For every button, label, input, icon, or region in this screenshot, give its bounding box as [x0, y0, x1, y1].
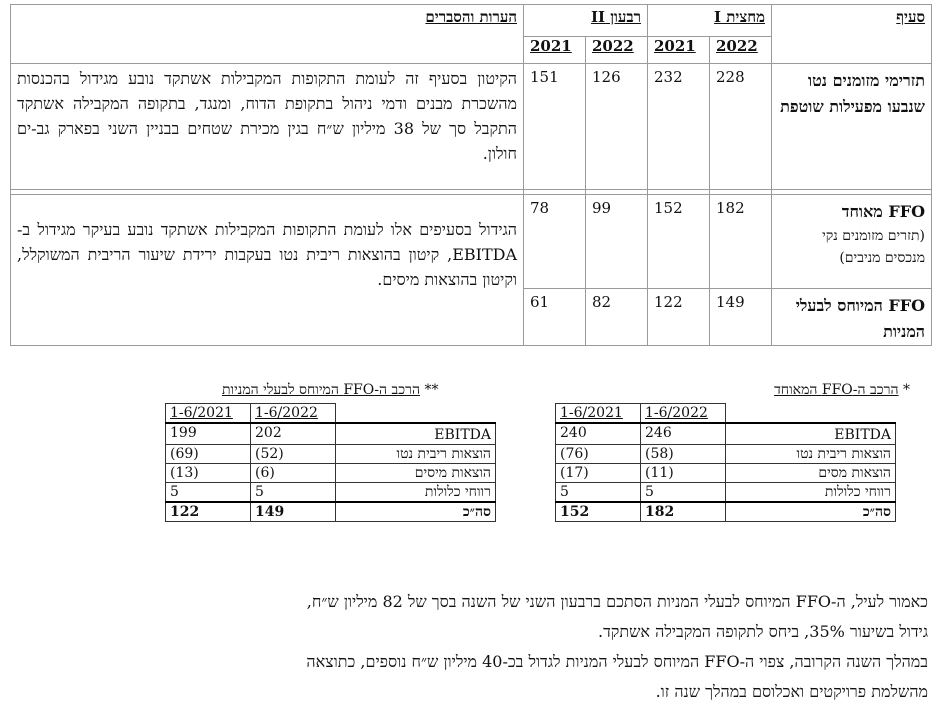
row-value: 5 — [556, 483, 641, 503]
row-value: 5 — [641, 483, 726, 503]
row-value: (69) — [166, 445, 251, 464]
col-2021: 1-6/2021 — [556, 404, 641, 424]
row-value: 99 — [586, 195, 648, 289]
row-value: 152 — [648, 195, 710, 289]
row-value: 232 — [648, 64, 710, 190]
row-label: הוצאות מיסים — [336, 464, 496, 483]
row-label: סה״כ — [336, 502, 496, 522]
row-value: 61 — [524, 289, 586, 346]
table-row — [556, 502, 896, 522]
year-q2-2021: 2021 — [524, 37, 586, 64]
row-label: EBITDA — [726, 423, 896, 445]
table-row — [11, 195, 932, 289]
caption-mark: * — [903, 382, 910, 398]
table-row — [166, 502, 496, 522]
table-row — [166, 483, 496, 503]
row-value: 5 — [251, 483, 336, 503]
row-value: 240 — [556, 423, 641, 445]
row-label: הוצאות ריבית נטו — [336, 445, 496, 464]
row-value: (76) — [556, 445, 641, 464]
main-table — [10, 4, 932, 346]
year-q2-2022: 2022 — [586, 37, 648, 64]
table-row — [166, 445, 496, 464]
caption-text: הרכב ה-FFO המיוחס לבעלי המניות — [222, 382, 421, 398]
row-value: 78 — [524, 195, 586, 289]
row-value: 126 — [586, 64, 648, 190]
table-row — [11, 64, 932, 190]
row-value: (11) — [641, 464, 726, 483]
row-value: 228 — [710, 64, 772, 190]
header-section: סעיף — [772, 5, 932, 64]
row-value: 151 — [524, 64, 586, 190]
row-label: רווחי כלולות — [726, 483, 896, 503]
header-notes: הערות והסברים — [11, 5, 524, 64]
table-row — [556, 464, 896, 483]
caption-text: הרכב ה-FFO המאוחד — [774, 382, 899, 398]
row-value: 202 — [251, 423, 336, 445]
col-2021: 1-6/2021 — [166, 404, 251, 424]
row-note: הגידול בסעיפים אלו לעומת התקופות המקבילות אשתקד נובע בעיקר מגידול ב-EBITDA, קיטון בהוצאות ריבית נטו בעקבות ירידת שיעור הריבית המשוקלל, וקיטון בהוצאות מיסים. — [11, 195, 524, 346]
paragraph-line: גידול בשיעור 35%, ביחס לתקופה המקבילה אשתקד. — [598, 622, 928, 641]
table-row — [556, 423, 896, 445]
year-h1-2022: 2022 — [710, 37, 772, 64]
row-value: (13) — [166, 464, 251, 483]
row-section-sub: (תזרים מזומנים נקי מנכסים מניבים) — [822, 228, 925, 266]
row-value: 122 — [648, 289, 710, 346]
row-label: סה״כ — [726, 502, 896, 522]
row-value: (52) — [251, 445, 336, 464]
header-row — [11, 5, 932, 37]
row-value: 152 — [556, 502, 641, 522]
sub-left-caption — [222, 382, 438, 399]
year-h1-2021: 2021 — [648, 37, 710, 64]
row-label: הוצאות מסים — [726, 464, 896, 483]
row-value: (6) — [251, 464, 336, 483]
row-section: תזרימי מזומנים נטו שנבעו מפעילות שוטפת — [772, 64, 932, 190]
table-row — [166, 464, 496, 483]
row-value: 122 — [166, 502, 251, 522]
sub-right-caption — [774, 382, 910, 399]
row-value: (58) — [641, 445, 726, 464]
caption-mark: ** — [424, 382, 439, 398]
row-value: 149 — [710, 289, 772, 346]
table-row — [166, 423, 496, 445]
row-note: הקיטון בסעיף זה לעומת התקופות המקבילות אשתקד נובע מגידול בהכנסות מהשכרת מבנים ודמי ניהול בתקופת הדוח, ומנגד, בתקופה המקבילה אשתקד התקבל סך של 38 מיליון ש״ח בגין מכירת שטחים בבניין השני בפארק גב-ים חולון. — [11, 64, 524, 190]
row-section-title: FFO מאוחד — [841, 202, 925, 221]
col-2022: 1-6/2022 — [251, 404, 336, 424]
sub-header-row — [556, 404, 896, 424]
row-value: (17) — [556, 464, 641, 483]
row-value: 82 — [586, 289, 648, 346]
table-row — [556, 483, 896, 503]
sub-right-table — [555, 403, 896, 522]
sub-header-row — [166, 404, 496, 424]
row-value: 182 — [641, 502, 726, 522]
header-q2: רבעון II — [524, 5, 648, 37]
row-value: 5 — [166, 483, 251, 503]
paragraph-line: מהשלמת פרויקטים ואכלוסם במהלך שנה זו. — [655, 682, 928, 701]
row-label: EBITDA — [336, 423, 496, 445]
paragraph-line: כאמור לעיל, ה-FFO המיוחס לבעלי המניות הסתכם ברבעון השני של השנה בסך של 82 מיליון ש״ח, — [306, 592, 928, 611]
row-value: 182 — [710, 195, 772, 289]
paragraph-line: במהלך השנה הקרובה, צפוי ה-FFO המיוחס לבעלי המניות לגדול בכ-40 מיליון ש״ח נוספים, כתוצאה — [306, 652, 928, 671]
sub-left-table — [165, 403, 496, 522]
row-value: 199 — [166, 423, 251, 445]
paragraph-2 — [108, 647, 928, 707]
row-label: רווחי כלולות — [336, 483, 496, 503]
table-row — [556, 445, 896, 464]
row-section: FFO המיוחס לבעלי המניות — [772, 289, 932, 346]
row-value: 246 — [641, 423, 726, 445]
row-label: הוצאות ריבית נטו — [726, 445, 896, 464]
row-section — [772, 195, 932, 289]
row-value: 149 — [251, 502, 336, 522]
header-h1: מחצית I — [648, 5, 772, 37]
paragraph-1 — [108, 587, 928, 647]
col-2022: 1-6/2022 — [641, 404, 726, 424]
